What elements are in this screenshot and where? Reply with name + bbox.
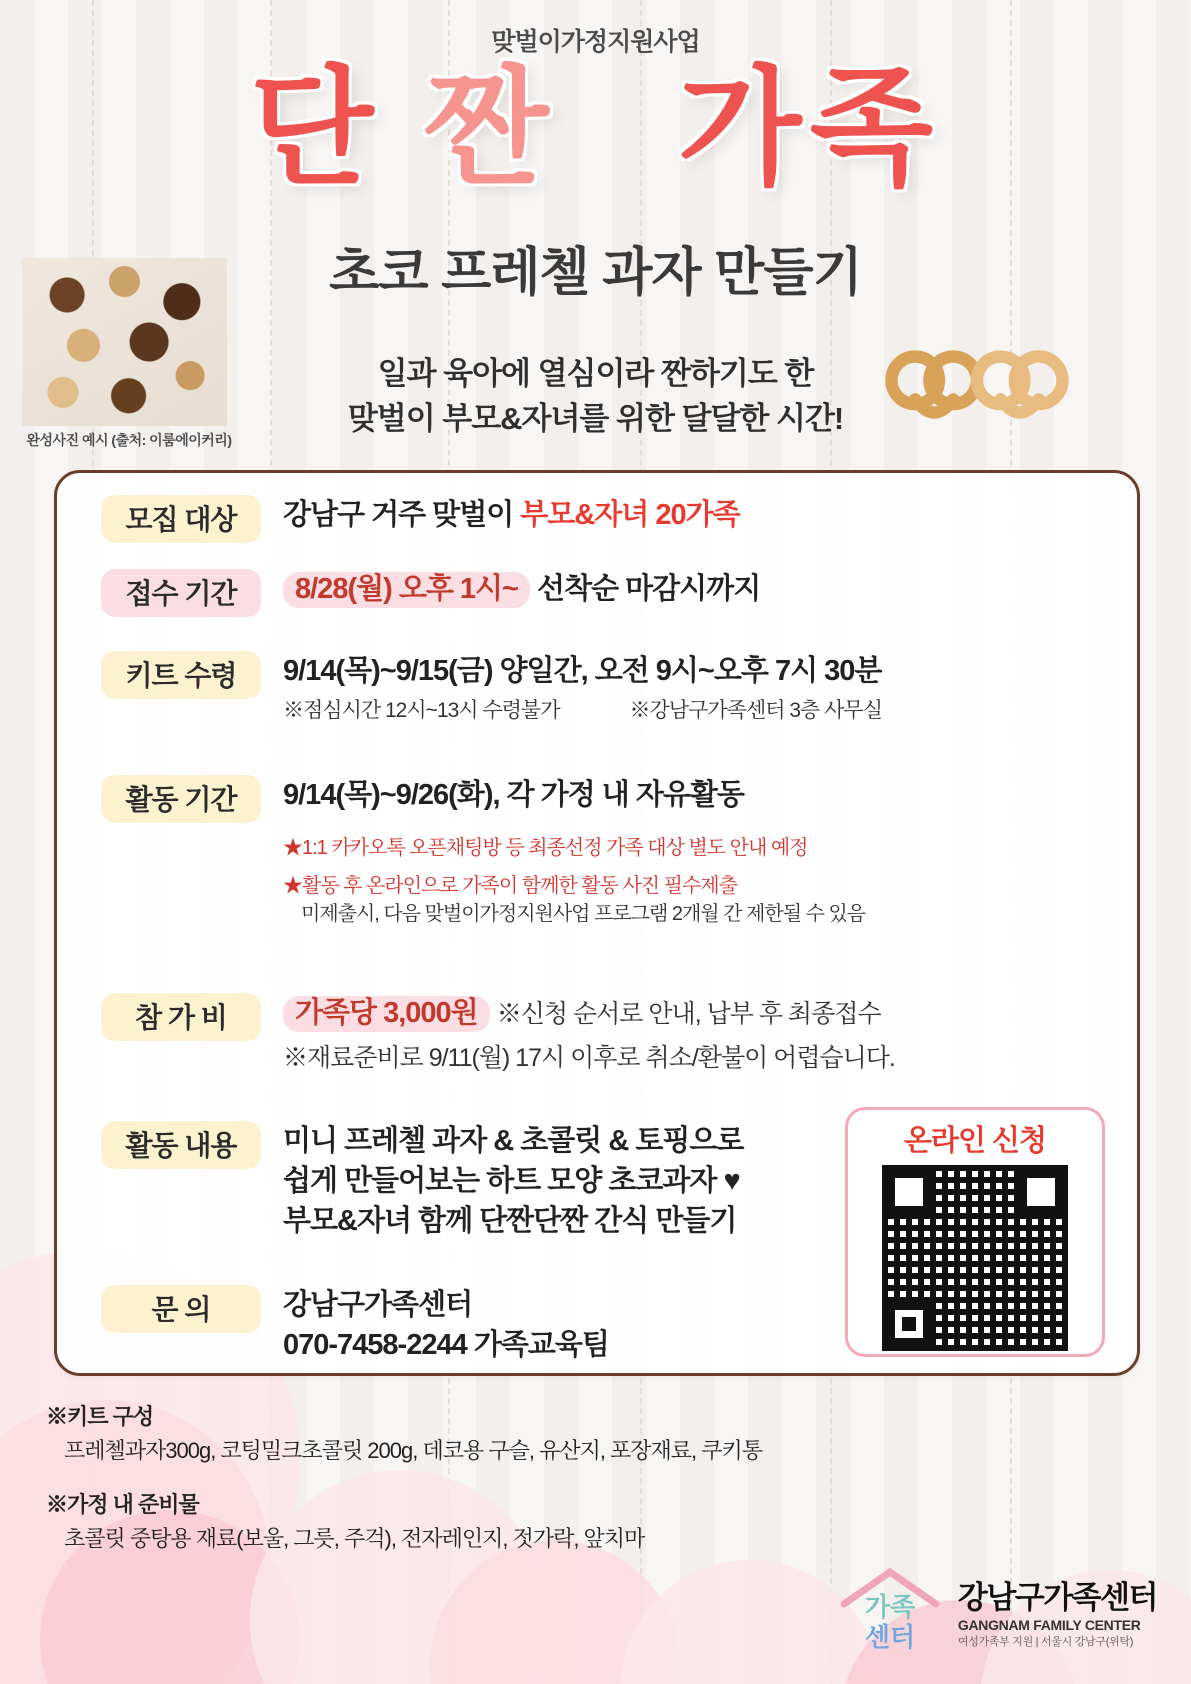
target-text-plain: 강남구 거주 맞벌이 bbox=[283, 499, 521, 531]
row-value-kit bbox=[283, 651, 882, 726]
period-star-2-sub: 미제출시, 다음 맞벌이가정지원사업 프로그램 2개월 간 제한될 수 있음 bbox=[301, 903, 866, 926]
row-activity bbox=[101, 1121, 861, 1241]
fee-highlight: 가족당 3,000원 bbox=[283, 996, 490, 1032]
apply-highlight: 8/28(월) 오후 1시~ bbox=[283, 572, 530, 608]
logo-name-ko: 강남구가족센터 bbox=[957, 1579, 1157, 1615]
row-period bbox=[101, 775, 1101, 929]
fee-rest: ※신청 순서로 안내, 납부 후 최종접수 bbox=[496, 1000, 881, 1028]
row-value-period bbox=[283, 775, 865, 929]
row-target bbox=[101, 495, 1101, 543]
kit-main: 9/14(목)~9/15(금) 양일간, 오전 9시~오후 7시 30분 bbox=[283, 655, 882, 687]
organization-logo bbox=[836, 1564, 1157, 1656]
row-label-fee: 참 가 비 bbox=[101, 993, 261, 1041]
program-label: 맞벌이가정지원사업 bbox=[491, 28, 700, 56]
row-value-activity bbox=[283, 1121, 743, 1241]
page-subtitle: 초코 프레첼 과자 만들기 bbox=[329, 244, 862, 302]
kit-note-2: ※강남구가족센터 3층 사무실 bbox=[629, 699, 883, 723]
qr-title: 온라인 신청 bbox=[903, 1125, 1047, 1157]
period-main: 9/14(목)~9/26(화), 각 가정 내 자유활동 bbox=[283, 779, 744, 811]
pretzel-icon bbox=[881, 338, 1071, 434]
row-label-target: 모집 대상 bbox=[101, 495, 261, 543]
lead-line-2: 맞벌이 부모&자녀를 위한 달달한 시간! bbox=[347, 400, 844, 436]
activity-line-2: 쉽게 만들어보는 하트 모양 초코과자 ♥ bbox=[283, 1165, 740, 1198]
page-title bbox=[0, 57, 1191, 200]
kit-note-1: ※점심시간 12시~13시 수령불가 bbox=[283, 699, 560, 723]
lead-line-1: 일과 육아에 열심이라 짠하기도 한 bbox=[377, 356, 814, 391]
row-fee bbox=[101, 993, 1101, 1076]
kit-compose-body: 프레첼과자300g, 코팅밀크초콜릿 200g, 데코용 구슬, 유산지, 포장재료, 쿠키통 bbox=[64, 1438, 763, 1464]
svg-text:가족: 가족 bbox=[864, 1592, 915, 1622]
activity-line-3: 부모&자녀 함께 단짠단짠 간식 만들기 bbox=[283, 1205, 737, 1238]
row-label-apply: 접수 기간 bbox=[101, 569, 261, 617]
svg-text:센터: 센터 bbox=[864, 1622, 915, 1652]
online-apply-qr-box[interactable] bbox=[845, 1107, 1105, 1357]
period-star-1: ★1:1 카카오톡 오픈채팅방 등 최종선정 가족 대상 별도 안내 예정 bbox=[283, 837, 808, 860]
info-card bbox=[54, 470, 1140, 1376]
activity-line-1: 미니 프레첼 과자 & 초콜릿 & 토핑으로 bbox=[283, 1125, 744, 1157]
row-label-period: 활동 기간 bbox=[101, 775, 261, 823]
logo-name-en: GANGNAM FAMILY CENTER bbox=[957, 1616, 1141, 1633]
row-value-target bbox=[283, 495, 740, 535]
sample-photo-image bbox=[22, 258, 227, 426]
title-part-3: 가족 bbox=[677, 57, 942, 200]
row-value-contact bbox=[283, 1285, 609, 1365]
sample-photo-caption: 완성사진 예시 (출처: 이룸에이커리) bbox=[26, 432, 232, 448]
title-part-2: 짠 bbox=[425, 57, 557, 200]
home-prep-body: 초콜릿 중탕용 재료(보울, 그릇, 주걱), 전자레인지, 젓가락, 앞치마 bbox=[64, 1526, 645, 1552]
row-contact bbox=[101, 1285, 861, 1365]
row-label-kit: 키트 수령 bbox=[101, 651, 261, 699]
family-center-logo-icon bbox=[836, 1564, 944, 1656]
row-apply bbox=[101, 569, 1101, 617]
logo-name-sub: 여성가족부 지원 | 서울시 강남구(위탁) bbox=[957, 1635, 1134, 1648]
apply-rest: 선착순 마감시까지 bbox=[530, 573, 761, 605]
row-label-activity: 활동 내용 bbox=[101, 1121, 261, 1169]
period-star-2: ★활동 후 온라인으로 가족이 함께한 활동 사진 필수제출 bbox=[283, 875, 737, 898]
title-part-1: 단 bbox=[249, 57, 382, 200]
qr-code-image[interactable] bbox=[882, 1165, 1068, 1351]
row-label-contact: 문 의 bbox=[101, 1285, 261, 1333]
home-prep-head: ※가정 내 준비물 bbox=[46, 1492, 199, 1518]
contact-line-1: 강남구가족센터 bbox=[283, 1289, 473, 1321]
row-value-apply bbox=[283, 569, 760, 609]
target-text-highlight: 부모&자녀 20가족 bbox=[520, 499, 740, 531]
kit-compose-head: ※키트 구성 bbox=[46, 1404, 154, 1429]
fee-note: ※재료준비로 9/11(월) 17시 이후로 취소/환불이 어렵습니다. bbox=[283, 1044, 895, 1073]
row-kit bbox=[101, 651, 1101, 726]
footer-notes bbox=[46, 1400, 762, 1556]
row-value-fee bbox=[283, 993, 895, 1076]
contact-line-2: 070-7458-2244 가족교육팀 bbox=[283, 1329, 609, 1362]
